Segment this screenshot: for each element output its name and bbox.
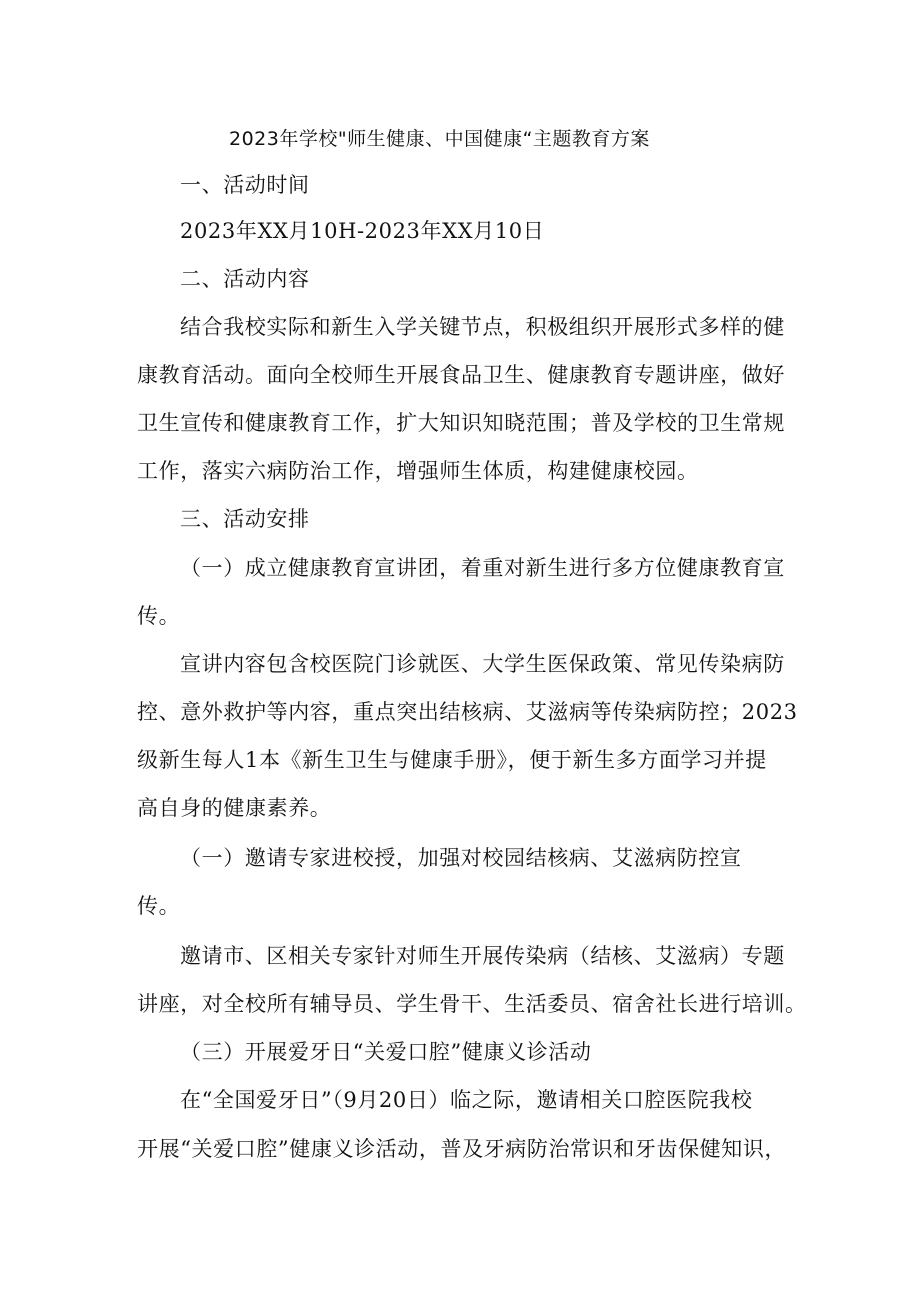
section1-body-line: 级新生每人1本《新生卫生与健康手册》，便于新生多方面学习并提: [137, 748, 767, 772]
section1-body-line: 宣讲内容包含校医院门诊就医、大学生医保政策、常见传染病防: [180, 652, 785, 676]
content-line: 卫生宣传和健康教育工作，扩大知识知晓范围；普及学校的卫生常规: [137, 411, 785, 435]
section2-title-line: 传。: [137, 894, 181, 918]
content-line: 结合我校实际和新生入学关键节点，积极组织开展形式多样的健: [180, 315, 785, 339]
activity-time-range: 2023年XX月10H-2023年XX月10日: [180, 219, 545, 243]
heading-activity-arrangement: 三、活动安排: [180, 507, 310, 531]
section3-body-line: 开展“关爱口腔”健康义诊活动，普及牙病防治常识和牙齿保健知识，: [137, 1137, 787, 1161]
section1-body-line: 控、意外救护等内容，重点突出结核病、艾滋病等传染病防控；2023: [137, 700, 798, 724]
section1-title-line: （一）成立健康教育宣讲团，着重对新生进行多方位健康教育宣: [180, 556, 785, 580]
content-line: 康教育活动。面向全校师生开展食品卫生、健康教育专题讲座，做好: [137, 363, 785, 387]
section1-body-line: 高自身的健康素养。: [137, 796, 332, 820]
section2-title-line: （一）邀请专家进校授，加强对校园结核病、艾滋病防控宣: [180, 846, 742, 870]
section2-body-line: 讲座，对全校所有辅导员、学生骨干、生活委员、宿舍社长进行培训。: [137, 992, 807, 1016]
section2-body-line: 邀请市、区相关专家针对师生开展传染病（结核、艾滋病）专题: [180, 944, 785, 968]
document-title: 2023年学校"师生健康、中国健康“主题教育方案: [229, 128, 650, 150]
content-line: 工作，落实六病防治工作，增强师生体质，构建健康校园。: [137, 459, 699, 483]
heading-activity-time: 一、活动时间: [180, 173, 310, 197]
section3-body-line: 在“全国爱牙日”（9月20日）临之际，邀请相关口腔医院我校: [180, 1088, 753, 1112]
section1-title-line: 传。: [137, 604, 181, 628]
heading-activity-content: 二、活动内容: [180, 267, 310, 291]
section3-title: （三）开展爱牙日“关爱口腔”健康义诊活动: [180, 1040, 592, 1064]
